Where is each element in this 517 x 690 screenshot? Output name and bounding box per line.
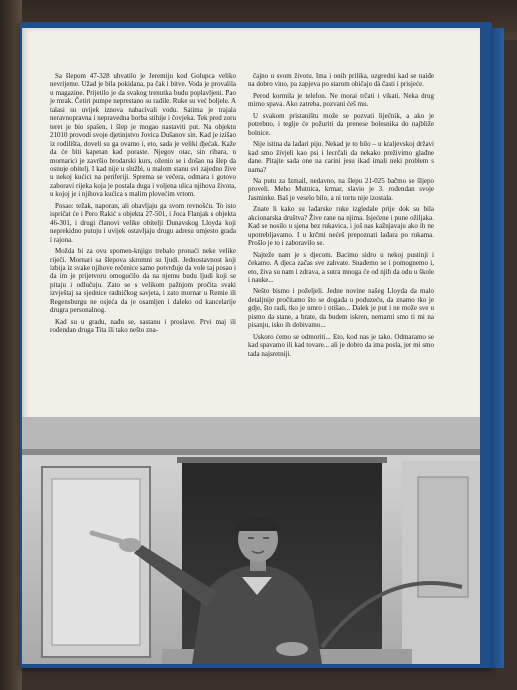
paragraph: Možda bi za ovu spomen-knjigu trebalo pronaći neke velike riječi. Mornari sa šlepova skromni su ljudi. Jednostavnost koji izbija iz svake njihove rečenice samo potvrđuje da vole taj posao i da im je prijetvoru omogućilo da na njemu budu ljudi koji se pitaju i odlučuju. Zato se s velikom pažnjom pročita svaki izvještaj sa sjednice radničkog savjeta, i zato mornar u Remie ili Regensburgu ne osjeća da je osamljen i daleko od kancelarije drugra personalnog. (50, 247, 236, 315)
paragraph: Nešto bismo i poželjeli. Jedne novine našeg Lloyda da malo detaljnije pročitamo što se događa u poduzeću, da znamo tko je gdje, što radi, tko je umro i otišao... Dalek je put i ne može sve u pismo da stane, a brate, da budem iskren, nemarni smo ti mi na pisanju, isko ih dobivamo... (248, 287, 434, 330)
boatman-photo (22, 417, 480, 664)
paragraph: U svakom pristaništu može se pozvati liječnik, a ako je potrebno, i teglje će požuriti da prenese bolesnika do najbliže bolnice. (248, 111, 434, 137)
paragraph: Uskoro ćemo se odmoriti... Eto, kod nas je tako. Odmaramo se kad spavamo ili kad tovare... ali je dobro da ima posla, jer mi smo tada najsretniji. (248, 332, 434, 358)
paragraph: Znate li kako su lađarske ruke izgledale prije dok su bila akcionarska društva? Žive rane na njima. Isjećene i pune ožiljaka. Kad se nosilo u sjena bez rukavica, i još nas kažnjavaju ako ih ne upotrebljavamo. I u krčmi nećeš prepoznati lađara po rukama. Prošlo je to i zaboravilo se. (248, 205, 434, 248)
paragraph: Najteže nam je s djecom. Bacimo sidro u nekoj pustinji i čekamo. A djeca začas sve zahvate. Snađemo se i pomognemo i, eto, živa su nam i zdrava, a sutra mnoga će od njih da odu u škole i nauke... (248, 250, 434, 284)
text-column-right (248, 72, 434, 361)
text-column-left (50, 72, 236, 338)
paragraph: Sa šlepom 47-328 uhvatilo je Jeremiju kod Golupca veliko nevrijeme. Užad je bila pokidana, pa čak i bitve. Voda je provalila u magazine. Prijetilo je da svakog trenutka budu poplavljeni. Pao je mrak. Četiri pumpe neprestano su radile. Ruke su već boljele. A talasi su uvijek iznova nabacivali vodu. Satima je trajala neravnopravna i nepravedna borba stihije i čovjeka. Tek pred zoru teret je bio spašen, i šlep je mogao nastaviti put. Na objektu 21010 provodi svoje djetinjstvo Jovica Dušanov sin. Kad je izišao iz rodilišta, doveli su ga ovamo i, eto, sada je veliki đjećak. Kaže da će biti kapetan kad poraste. Njegov otac, sin ribara, u mornarici je završio brodarski kurs, oženio se i došao na šlep da osnuje obitelj. I kad nije u službi, u malom stanu svi zajedno žive u nekoj kućici na periferiji. Sprema se večera, odmara i gotovo zaboravi rijeka koja je postala duga i voljena ulica njihova života, u kojoj je i njihova kućica s malim plovećim vrtom. (50, 72, 236, 199)
paragraph: čajno u svom životu. Ima i onih prilika, uzgredni kad se naiđe na dobro vino, pa zapjeva po starom običaju dà časti i prisjeće. (248, 72, 434, 89)
paragraph: Na putu za Izmail, nedavno, na šlepu 21-025 bačmo se šljepo proveli. Meho Mutnica, krmar, slavio je 3. rođendan svoje Jasminke. Baš je veselo bilo, a ni tortu nije izostala. (248, 176, 434, 202)
paragraph: Perod kormila je telefon. Ne morai trčati i vikati. Neka drug mirno spava. Ako zatreba, pozvani ćeš mu. (248, 91, 434, 109)
paragraph: Posao: težak, naporan, ali obavljaju ga svom revnošću. To isto ispričat će i Pero Rakić s objekta 27-501, i Joca Flanjak s objekta 46-301, i drugi članovi velike obitelji Dunavskog Lloyda koji neprekidno putuju i uvijek ostavljaju drugu adresu umjesto grada i rajona. (50, 201, 236, 244)
cover-edge (490, 28, 504, 668)
background-left (0, 0, 22, 690)
paragraph: Nije istina da lađari piju. Nekad je to bilo – u kraljevskoj državi kad smo živjeli kao psi i lecrčali da nekako preživimo glađne dane. Pitajte sada one na carini jesu ikad imali neki problem s nama? (248, 140, 434, 174)
paragraph: Kad su u gradu, nađu se, sastanu i proslave. Prvi maj ili rođendan druga Tita ili tako nešto zna- (50, 317, 236, 335)
photo-illustration (22, 417, 480, 664)
